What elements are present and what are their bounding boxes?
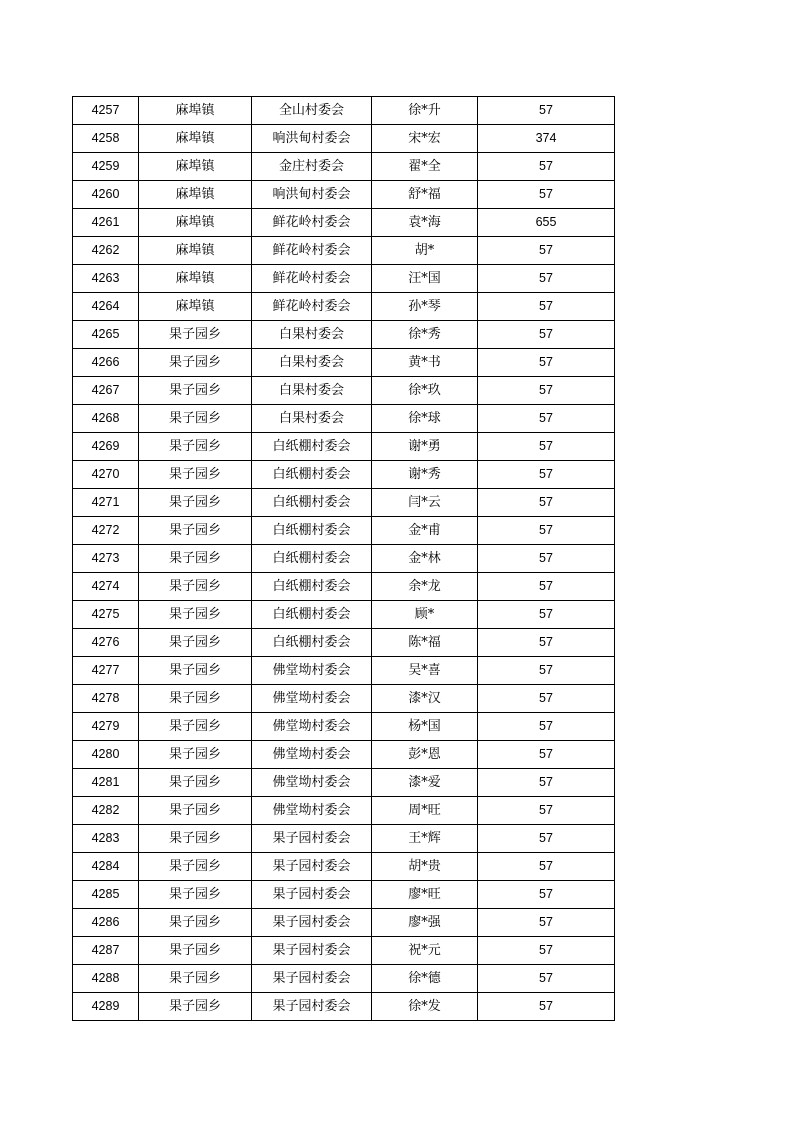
township-cell: 果子园乡 <box>139 461 252 489</box>
row-number-cell: 4274 <box>73 573 139 601</box>
township-cell: 果子园乡 <box>139 573 252 601</box>
township-cell: 麻埠镇 <box>139 181 252 209</box>
village-committee-cell: 白纸棚村委会 <box>252 545 372 573</box>
table-row <box>73 377 615 405</box>
township-cell: 果子园乡 <box>139 825 252 853</box>
village-committee-cell: 白纸棚村委会 <box>252 433 372 461</box>
township-cell: 麻埠镇 <box>139 293 252 321</box>
village-committee-cell: 果子园村委会 <box>252 853 372 881</box>
table-row <box>73 769 615 797</box>
amount-cell: 57 <box>478 405 615 433</box>
amount-cell: 57 <box>478 965 615 993</box>
township-cell: 果子园乡 <box>139 321 252 349</box>
township-cell: 果子园乡 <box>139 433 252 461</box>
township-cell: 果子园乡 <box>139 909 252 937</box>
table-row <box>73 489 615 517</box>
village-committee-cell: 佛堂坳村委会 <box>252 741 372 769</box>
row-number-cell: 4263 <box>73 265 139 293</box>
amount-cell: 57 <box>478 517 615 545</box>
table-row <box>73 601 615 629</box>
table-row <box>73 433 615 461</box>
amount-cell: 57 <box>478 97 615 125</box>
row-number-cell: 4260 <box>73 181 139 209</box>
village-committee-cell: 全山村委会 <box>252 97 372 125</box>
village-committee-cell: 果子园村委会 <box>252 965 372 993</box>
row-number-cell: 4261 <box>73 209 139 237</box>
row-number-cell: 4276 <box>73 629 139 657</box>
amount-cell: 57 <box>478 797 615 825</box>
table-row <box>73 629 615 657</box>
person-name-cell: 王*辉 <box>372 825 478 853</box>
person-name-cell: 余*龙 <box>372 573 478 601</box>
village-committee-cell: 佛堂坳村委会 <box>252 685 372 713</box>
person-name-cell: 彭*恩 <box>372 741 478 769</box>
amount-cell: 57 <box>478 937 615 965</box>
person-name-cell: 徐*德 <box>372 965 478 993</box>
person-name-cell: 谢*秀 <box>372 461 478 489</box>
amount-cell: 57 <box>478 993 615 1021</box>
amount-cell: 57 <box>478 461 615 489</box>
person-name-cell: 顾* <box>372 601 478 629</box>
table-row <box>73 237 615 265</box>
amount-cell: 57 <box>478 489 615 517</box>
person-name-cell: 黄*书 <box>372 349 478 377</box>
person-name-cell: 舒*福 <box>372 181 478 209</box>
table-row <box>73 293 615 321</box>
person-name-cell: 汪*国 <box>372 265 478 293</box>
person-name-cell: 廖*旺 <box>372 881 478 909</box>
village-committee-cell: 果子园村委会 <box>252 937 372 965</box>
table-row <box>73 573 615 601</box>
amount-cell: 57 <box>478 377 615 405</box>
village-committee-cell: 白纸棚村委会 <box>252 629 372 657</box>
table-row <box>73 797 615 825</box>
amount-cell: 57 <box>478 181 615 209</box>
row-number-cell: 4287 <box>73 937 139 965</box>
row-number-cell: 4271 <box>73 489 139 517</box>
table-row <box>73 881 615 909</box>
person-name-cell: 祝*元 <box>372 937 478 965</box>
village-committee-cell: 鲜花岭村委会 <box>252 293 372 321</box>
amount-cell: 57 <box>478 909 615 937</box>
village-committee-cell: 白果村委会 <box>252 321 372 349</box>
table-row <box>73 517 615 545</box>
row-number-cell: 4288 <box>73 965 139 993</box>
township-cell: 麻埠镇 <box>139 265 252 293</box>
village-committee-cell: 佛堂坳村委会 <box>252 713 372 741</box>
row-number-cell: 4262 <box>73 237 139 265</box>
person-name-cell: 孙*琴 <box>372 293 478 321</box>
village-committee-cell: 响洪甸村委会 <box>252 125 372 153</box>
village-committee-cell: 白纸棚村委会 <box>252 601 372 629</box>
table-row <box>73 125 615 153</box>
township-cell: 果子园乡 <box>139 685 252 713</box>
row-number-cell: 4284 <box>73 853 139 881</box>
village-committee-cell: 佛堂坳村委会 <box>252 657 372 685</box>
amount-cell: 57 <box>478 713 615 741</box>
person-name-cell: 徐*玖 <box>372 377 478 405</box>
table-row <box>73 405 615 433</box>
table-row <box>73 853 615 881</box>
township-cell: 果子园乡 <box>139 741 252 769</box>
table-row <box>73 321 615 349</box>
village-committee-cell: 白纸棚村委会 <box>252 573 372 601</box>
township-cell: 果子园乡 <box>139 657 252 685</box>
roster-table <box>72 96 615 1021</box>
row-number-cell: 4282 <box>73 797 139 825</box>
township-cell: 果子园乡 <box>139 713 252 741</box>
table-row <box>73 97 615 125</box>
person-name-cell: 宋*宏 <box>372 125 478 153</box>
row-number-cell: 4272 <box>73 517 139 545</box>
village-committee-cell: 果子园村委会 <box>252 993 372 1021</box>
table-row <box>73 685 615 713</box>
person-name-cell: 徐*球 <box>372 405 478 433</box>
amount-cell: 57 <box>478 573 615 601</box>
amount-cell: 57 <box>478 545 615 573</box>
township-cell: 果子园乡 <box>139 629 252 657</box>
table-row <box>73 349 615 377</box>
amount-cell: 57 <box>478 321 615 349</box>
village-committee-cell: 果子园村委会 <box>252 881 372 909</box>
table-row <box>73 825 615 853</box>
amount-cell: 57 <box>478 237 615 265</box>
row-number-cell: 4270 <box>73 461 139 489</box>
amount-cell: 57 <box>478 629 615 657</box>
row-number-cell: 4275 <box>73 601 139 629</box>
amount-cell: 57 <box>478 741 615 769</box>
row-number-cell: 4279 <box>73 713 139 741</box>
village-committee-cell: 鲜花岭村委会 <box>252 209 372 237</box>
village-committee-cell: 白果村委会 <box>252 405 372 433</box>
table-row <box>73 181 615 209</box>
township-cell: 果子园乡 <box>139 489 252 517</box>
row-number-cell: 4273 <box>73 545 139 573</box>
village-committee-cell: 佛堂坳村委会 <box>252 769 372 797</box>
township-cell: 麻埠镇 <box>139 125 252 153</box>
amount-cell: 57 <box>478 433 615 461</box>
amount-cell: 57 <box>478 601 615 629</box>
village-committee-cell: 白纸棚村委会 <box>252 517 372 545</box>
amount-cell: 57 <box>478 265 615 293</box>
table-row <box>73 657 615 685</box>
township-cell: 麻埠镇 <box>139 237 252 265</box>
village-committee-cell: 鲜花岭村委会 <box>252 265 372 293</box>
person-name-cell: 翟*全 <box>372 153 478 181</box>
person-name-cell: 胡* <box>372 237 478 265</box>
township-cell: 果子园乡 <box>139 405 252 433</box>
amount-cell: 57 <box>478 349 615 377</box>
table-row <box>73 741 615 769</box>
village-committee-cell: 鲜花岭村委会 <box>252 237 372 265</box>
township-cell: 果子园乡 <box>139 965 252 993</box>
row-number-cell: 4286 <box>73 909 139 937</box>
person-name-cell: 陈*福 <box>372 629 478 657</box>
row-number-cell: 4285 <box>73 881 139 909</box>
amount-cell: 57 <box>478 853 615 881</box>
row-number-cell: 4258 <box>73 125 139 153</box>
township-cell: 果子园乡 <box>139 601 252 629</box>
table-row <box>73 545 615 573</box>
table-row <box>73 461 615 489</box>
village-committee-cell: 白纸棚村委会 <box>252 461 372 489</box>
township-cell: 果子园乡 <box>139 937 252 965</box>
person-name-cell: 徐*发 <box>372 993 478 1021</box>
row-number-cell: 4278 <box>73 685 139 713</box>
person-name-cell: 金*林 <box>372 545 478 573</box>
amount-cell: 57 <box>478 685 615 713</box>
table-row <box>73 909 615 937</box>
village-committee-cell: 果子园村委会 <box>252 825 372 853</box>
person-name-cell: 金*甫 <box>372 517 478 545</box>
person-name-cell: 徐*秀 <box>372 321 478 349</box>
township-cell: 麻埠镇 <box>139 153 252 181</box>
table-row <box>73 993 615 1021</box>
township-cell: 果子园乡 <box>139 517 252 545</box>
township-cell: 麻埠镇 <box>139 209 252 237</box>
person-name-cell: 吴*喜 <box>372 657 478 685</box>
amount-cell: 57 <box>478 293 615 321</box>
township-cell: 麻埠镇 <box>139 97 252 125</box>
person-name-cell: 廖*强 <box>372 909 478 937</box>
person-name-cell: 周*旺 <box>372 797 478 825</box>
row-number-cell: 4289 <box>73 993 139 1021</box>
amount-cell: 57 <box>478 657 615 685</box>
person-name-cell: 漆*汉 <box>372 685 478 713</box>
village-committee-cell: 佛堂坳村委会 <box>252 797 372 825</box>
row-number-cell: 4266 <box>73 349 139 377</box>
table-row <box>73 153 615 181</box>
village-committee-cell: 果子园村委会 <box>252 909 372 937</box>
amount-cell: 57 <box>478 153 615 181</box>
village-committee-cell: 白纸棚村委会 <box>252 489 372 517</box>
table-row <box>73 209 615 237</box>
village-committee-cell: 白果村委会 <box>252 349 372 377</box>
row-number-cell: 4267 <box>73 377 139 405</box>
township-cell: 果子园乡 <box>139 545 252 573</box>
person-name-cell: 杨*国 <box>372 713 478 741</box>
row-number-cell: 4257 <box>73 97 139 125</box>
person-name-cell: 漆*爱 <box>372 769 478 797</box>
amount-cell: 655 <box>478 209 615 237</box>
township-cell: 果子园乡 <box>139 853 252 881</box>
amount-cell: 57 <box>478 769 615 797</box>
amount-cell: 57 <box>478 825 615 853</box>
row-number-cell: 4259 <box>73 153 139 181</box>
row-number-cell: 4283 <box>73 825 139 853</box>
row-number-cell: 4268 <box>73 405 139 433</box>
row-number-cell: 4264 <box>73 293 139 321</box>
table-row <box>73 713 615 741</box>
township-cell: 果子园乡 <box>139 377 252 405</box>
person-name-cell: 谢*勇 <box>372 433 478 461</box>
row-number-cell: 4281 <box>73 769 139 797</box>
township-cell: 果子园乡 <box>139 349 252 377</box>
roster-table-body <box>73 97 615 1021</box>
row-number-cell: 4265 <box>73 321 139 349</box>
person-name-cell: 胡*贵 <box>372 853 478 881</box>
person-name-cell: 徐*升 <box>372 97 478 125</box>
township-cell: 果子园乡 <box>139 881 252 909</box>
row-number-cell: 4280 <box>73 741 139 769</box>
township-cell: 果子园乡 <box>139 769 252 797</box>
person-name-cell: 袁*海 <box>372 209 478 237</box>
table-row <box>73 265 615 293</box>
table-row <box>73 937 615 965</box>
village-committee-cell: 金庄村委会 <box>252 153 372 181</box>
table-row <box>73 965 615 993</box>
township-cell: 果子园乡 <box>139 797 252 825</box>
row-number-cell: 4277 <box>73 657 139 685</box>
amount-cell: 57 <box>478 881 615 909</box>
amount-cell: 374 <box>478 125 615 153</box>
village-committee-cell: 响洪甸村委会 <box>252 181 372 209</box>
person-name-cell: 闫*云 <box>372 489 478 517</box>
village-committee-cell: 白果村委会 <box>252 377 372 405</box>
row-number-cell: 4269 <box>73 433 139 461</box>
township-cell: 果子园乡 <box>139 993 252 1021</box>
